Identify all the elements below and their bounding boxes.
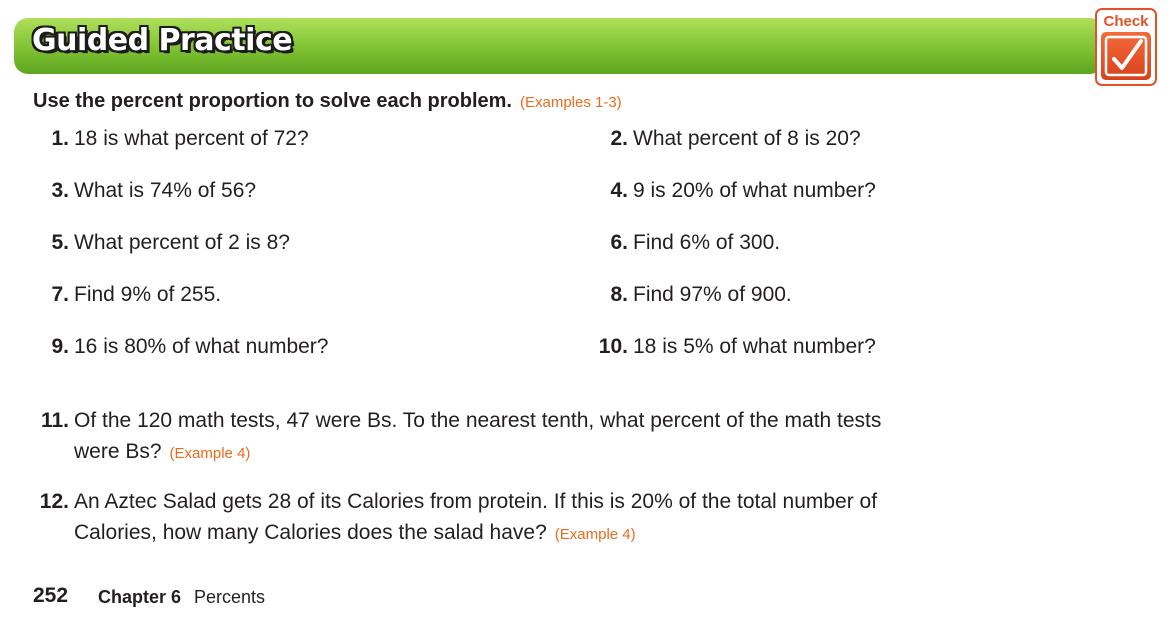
problem-text-line-1: Of the 120 math tests, 47 were Bs. To the nearest tenth, what percent of the math tests (74, 409, 882, 432)
problem-text-line-2 (74, 517, 877, 550)
problem-text: What is 74% of 56? (74, 179, 257, 202)
problem-number: 4. (610, 179, 628, 202)
example-reference: (Example 4) (554, 526, 636, 543)
problem-number: 3. (51, 179, 69, 202)
problem-text: Find 97% of 900. (633, 283, 792, 306)
section-title: Guided Practice (32, 23, 293, 58)
problem-number: 8. (610, 283, 628, 306)
page-number: 252 (33, 584, 69, 607)
problem-text: 18 is what percent of 72? (74, 127, 309, 150)
problem-text: 18 is 5% of what number? (633, 335, 876, 358)
instructions-text: Use the percent proportion to solve each problem. (33, 90, 512, 112)
chapter-label: Chapter 6 (98, 587, 182, 607)
problem-text-line-2 (74, 436, 881, 469)
problem-text: What percent of 8 is 20? (633, 127, 861, 150)
instructions (33, 90, 622, 113)
problem-text-line-2-text: Calories, how many Calories does the salad have? (74, 521, 547, 544)
problem-number: 2. (610, 127, 628, 150)
problem-number: 10. (598, 335, 628, 358)
problem-text: Find 6% of 300. (633, 231, 781, 254)
problem-text: What percent of 2 is 8? (74, 231, 290, 254)
chapter-name: Percents (194, 587, 266, 607)
problem-text: 9 is 20% of what number? (633, 179, 876, 202)
problem-number: 6. (610, 231, 628, 254)
examples-reference: (Examples 1-3) (519, 94, 622, 111)
checkmark-icon (1101, 32, 1151, 80)
problem-text: 16 is 80% of what number? (74, 335, 329, 358)
problem-number: 5. (51, 231, 69, 254)
problem-text: Find 9% of 255. (74, 283, 222, 306)
check-button[interactable] (1095, 8, 1157, 86)
problem-number: 12. (39, 490, 69, 513)
problem-number: 7. (51, 283, 69, 306)
problem-number: 9. (51, 335, 69, 358)
check-label: Check (1103, 13, 1149, 30)
problem-text-line-2-text: were Bs? (74, 440, 162, 463)
problem-number: 11. (40, 409, 69, 432)
problem-text-line-1: An Aztec Salad gets 28 of its Calories from protein. If this is 20% of the total number of (74, 490, 878, 513)
problem-number: 1. (51, 127, 69, 150)
example-reference: (Example 4) (169, 445, 251, 462)
